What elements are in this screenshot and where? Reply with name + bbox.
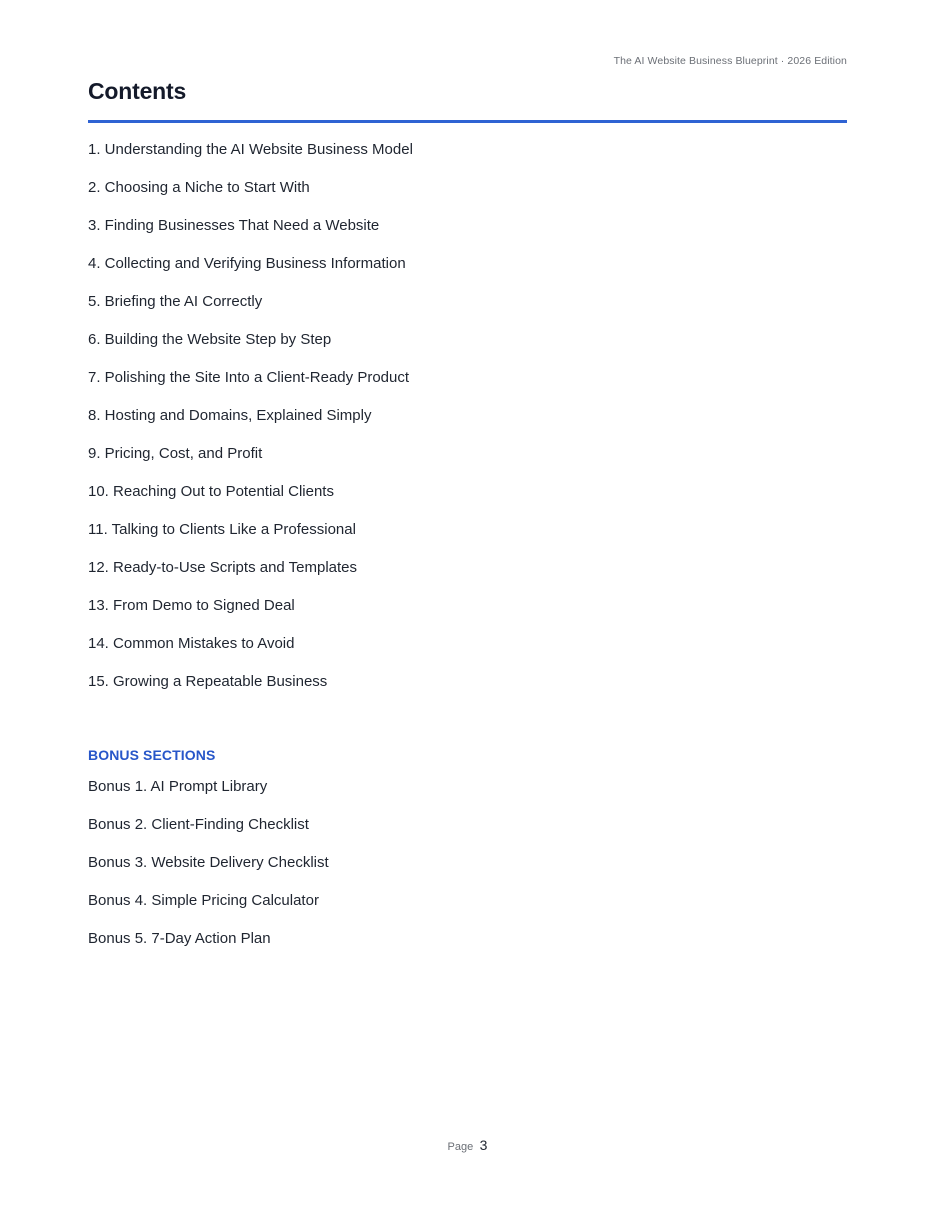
bonus-item-3[interactable]: Bonus 3. Website Delivery Checklist <box>88 854 329 871</box>
page-title: Contents <box>88 78 187 104</box>
title-divider <box>88 120 847 123</box>
page-label: Page <box>447 1141 474 1153</box>
toc-item-12[interactable]: 12. Ready-to-Use Scripts and Templates <box>88 559 358 576</box>
toc-item-8[interactable]: 8. Hosting and Domains, Explained Simply <box>88 407 372 424</box>
bonus-item-2[interactable]: Bonus 2. Client-Finding Checklist <box>88 816 309 833</box>
page-number: 3 <box>479 1137 488 1153</box>
toc-item-9[interactable]: 9. Pricing, Cost, and Profit <box>88 445 263 462</box>
bonus-sections-heading: BONUS SECTIONS <box>88 747 216 763</box>
bonus-item-5[interactable]: Bonus 5. 7-Day Action Plan <box>88 930 271 947</box>
toc-item-1[interactable]: 1. Understanding the AI Website Business Model <box>88 141 413 158</box>
bonus-list <box>88 777 329 967</box>
toc-item-6[interactable]: 6. Building the Website Step by Step <box>88 331 332 348</box>
toc-item-5[interactable]: 5. Briefing the AI Correctly <box>88 293 263 310</box>
toc-item-7[interactable]: 7. Polishing the Site Into a Client-Ready Product <box>88 369 410 386</box>
bonus-item-1[interactable]: Bonus 1. AI Prompt Library <box>88 778 268 795</box>
page-footer <box>0 1137 935 1155</box>
toc-item-14[interactable]: 14. Common Mistakes to Avoid <box>88 635 295 652</box>
toc-item-13[interactable]: 13. From Demo to Signed Deal <box>88 597 295 614</box>
toc-list <box>88 140 413 710</box>
running-header: The AI Website Business Blueprint · 2026 Edition <box>613 55 847 67</box>
toc-item-2[interactable]: 2. Choosing a Niche to Start With <box>88 179 310 196</box>
toc-item-11[interactable]: 11. Talking to Clients Like a Professional <box>88 521 356 538</box>
bonus-item-4[interactable]: Bonus 4. Simple Pricing Calculator <box>88 892 319 909</box>
toc-item-15[interactable]: 15. Growing a Repeatable Business <box>88 673 328 690</box>
toc-item-3[interactable]: 3. Finding Businesses That Need a Website <box>88 217 380 234</box>
toc-item-10[interactable]: 10. Reaching Out to Potential Clients <box>88 483 334 500</box>
toc-item-4[interactable]: 4. Collecting and Verifying Business Information <box>88 255 406 272</box>
